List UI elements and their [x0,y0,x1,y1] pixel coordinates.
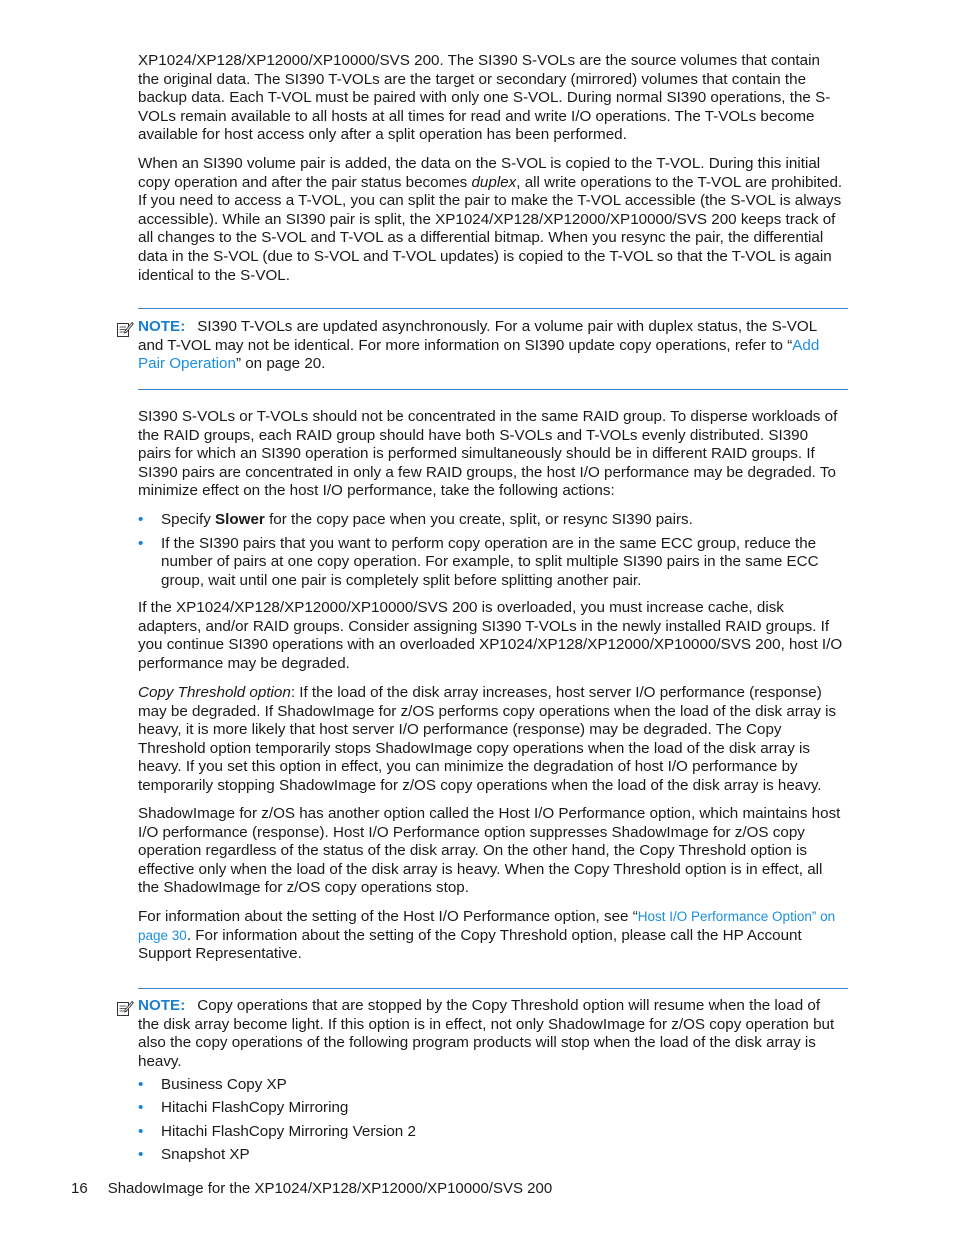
actions-list [138,511,844,590]
bullet-icon: • [138,534,144,552]
link-add-pair-operation[interactable]: Add Pair Operation [138,336,820,373]
paragraph-overloaded: If the XP1024/XP128/XP12000/XP10000/SVS 200 is overloaded, you must increase cache, disk adapters, and/or RAID groups. Consider assigning SI390 T-VOLs in the newly installed RAID groups. If you continue SI390 operations with an overloaded XP1024/XP128/XP12000/XP10000/SVS 200, host I/O performance may be degraded. [138,599,843,672]
paragraph-text: For information about the setting of the Host I/O Performance option, see “ [138,908,638,925]
paragraph-pair-added [138,155,844,285]
page-footer [71,1180,552,1197]
list-item [138,1123,844,1142]
note-pencil-icon [116,999,134,1017]
paragraph-text: : If the load of the disk array increases, host server I/O performance (response) may be degraded. If ShadowImage for z/OS performs copy operations when the load of the disk array is heavy, it is more likely that host server I/O performance (response) may be degraded. The Copy Threshold option temporarily stops ShadowImage copy operations when the load of the disk array is heavy. If you set this option in effect, you can minimize the degradation of host I/O performance by temporarily stopping ShadowImage for z/OS copy operations when the load of the disk array is heavy. [138,684,837,794]
note-top-rule [138,308,848,309]
list-item [138,511,844,530]
note-text: Copy operations that are stopped by the Copy Threshold option will resume when the load of the disk array become light. If this option is in effect, not only ShadowImage for z/OS copy operation but also the copy operations of the following program products will stop when the load of the disk array is heavy. [138,997,835,1070]
note-label: NOTE: [138,318,186,335]
bold-slower: Slower [215,511,265,528]
paragraph-text: When an SI390 volume pair is added, the data on the S-VOL is copied to the T-VOL. During this initial copy operation and after the pair status becomes [138,155,821,191]
list-item-text: Specify [161,511,216,528]
list-item-text: Hitachi FlashCopy Mirroring [161,1099,349,1117]
list-item [138,535,844,591]
list-item [138,1099,844,1118]
bullet-icon: • [138,1099,144,1117]
list-item-text: Hitachi FlashCopy Mirroring Version 2 [161,1122,416,1140]
list-item [138,1076,844,1095]
emphasis-copy-threshold: Copy Threshold option [138,684,291,701]
bullet-icon: • [138,1076,144,1094]
paragraph-text: . For information about the setting of the Copy Threshold option, please call the HP Account Support Representative. [138,926,802,963]
emphasis-duplex: duplex [471,173,517,191]
list-item [138,1146,844,1165]
bullet-icon: • [138,1122,144,1140]
note-async [138,318,844,374]
paragraph-raid-groups: SI390 S-VOLs or T-VOLs should not be concentrated in the same RAID group. To disperse workloads of the RAID groups, each RAID group should have both S-VOLs and T-VOLs evenly distributed. SI390 pairs for which an SI390 operation is performed simultaneously should be in different RAID groups. If SI390 pairs are concentrated in only a few RAID groups, the host I/O performance may be degraded. To minimize effect on the host I/O performance, take the following actions: [138,408,838,500]
paragraph-intro: XP1024/XP128/XP12000/XP10000/SVS 200. The SI390 S-VOLs are the source volumes that contain the original data. The SI390 T-VOLs are the target or secondary (mirrored) volumes that contain the backup data. Each T-VOL must be paired with only one S-VOL. During normal SI390 operations, the S-VOLs remain available to all hosts at all times for read and write I/O operations. The T-VOLs become available for host access only after a split operation has been performed. [138,52,831,144]
bullet-icon: • [138,511,144,528]
link-host-io-performance[interactable]: Host I/O Performance Option” on page 30 [138,909,836,943]
bullet-icon: • [138,1145,144,1163]
paragraph-text: , all write operations to the T-VOL are prohibited. If you need to access a T-VOL, you can split the pair to make the T-VOL accessible (the S-VOL is always accessible). While an SI390 pair is split, the XP1024/XP128/XP12000/XP10000/SVS 200 keeps track of all changes to the S-VOL and T-VOL as a differential bitmap. When you resync the pair, the differential data in the S-VOL (due to S-VOL and T-VOL updates) is copied to the T-VOL so that the T-VOL is again identical to the S-VOL. [138,173,843,284]
note-label: NOTE: [138,997,186,1014]
list-item-text: for the copy pace when you create, split, or resync SI390 pairs. [264,511,693,528]
paragraph-settings-info [138,908,844,964]
list-item-text: If the SI390 pairs that you want to perform copy operation are in the same ECC group, reduce the number of pairs at one copy operation. For example, to split multiple SI390 pairs in the same ECC group, wait until one pair is completely split before splitting another pair. [161,534,819,589]
list-item-text: Snapshot XP [161,1145,250,1163]
note-pencil-icon [116,320,134,338]
paragraph-copy-threshold [138,684,844,796]
paragraph-host-io: ShadowImage for z/OS has another option called the Host I/O Performance option, which maintains host I/O performance (response). Host I/O Performance option suppresses ShadowImage for z/OS copy operation regardless of the status of the disk array. On the other hand, the Copy Threshold option is effective only when the load of the disk array is heavy. When the Copy Threshold option is in effect, all the ShadowImage for z/OS copy operations stop. [138,805,841,897]
note-bottom-rule [138,389,848,390]
note-copy-threshold [138,997,844,1164]
note-top-rule [138,988,848,989]
page-number: 16 [71,1180,88,1197]
list-item-text: Business Copy XP [161,1076,287,1094]
note-text: ” on page 20. [235,355,326,373]
program-products-list [138,1076,844,1164]
footer-title: ShadowImage for the XP1024/XP128/XP12000/XP10000/SVS 200 [107,1180,553,1197]
note-text: SI390 T-VOLs are updated asynchronously. For a volume pair with duplex status, the S-VOL and T-VOL may not be identical. For more information on SI390 update copy operations, refer to “ [138,318,817,354]
